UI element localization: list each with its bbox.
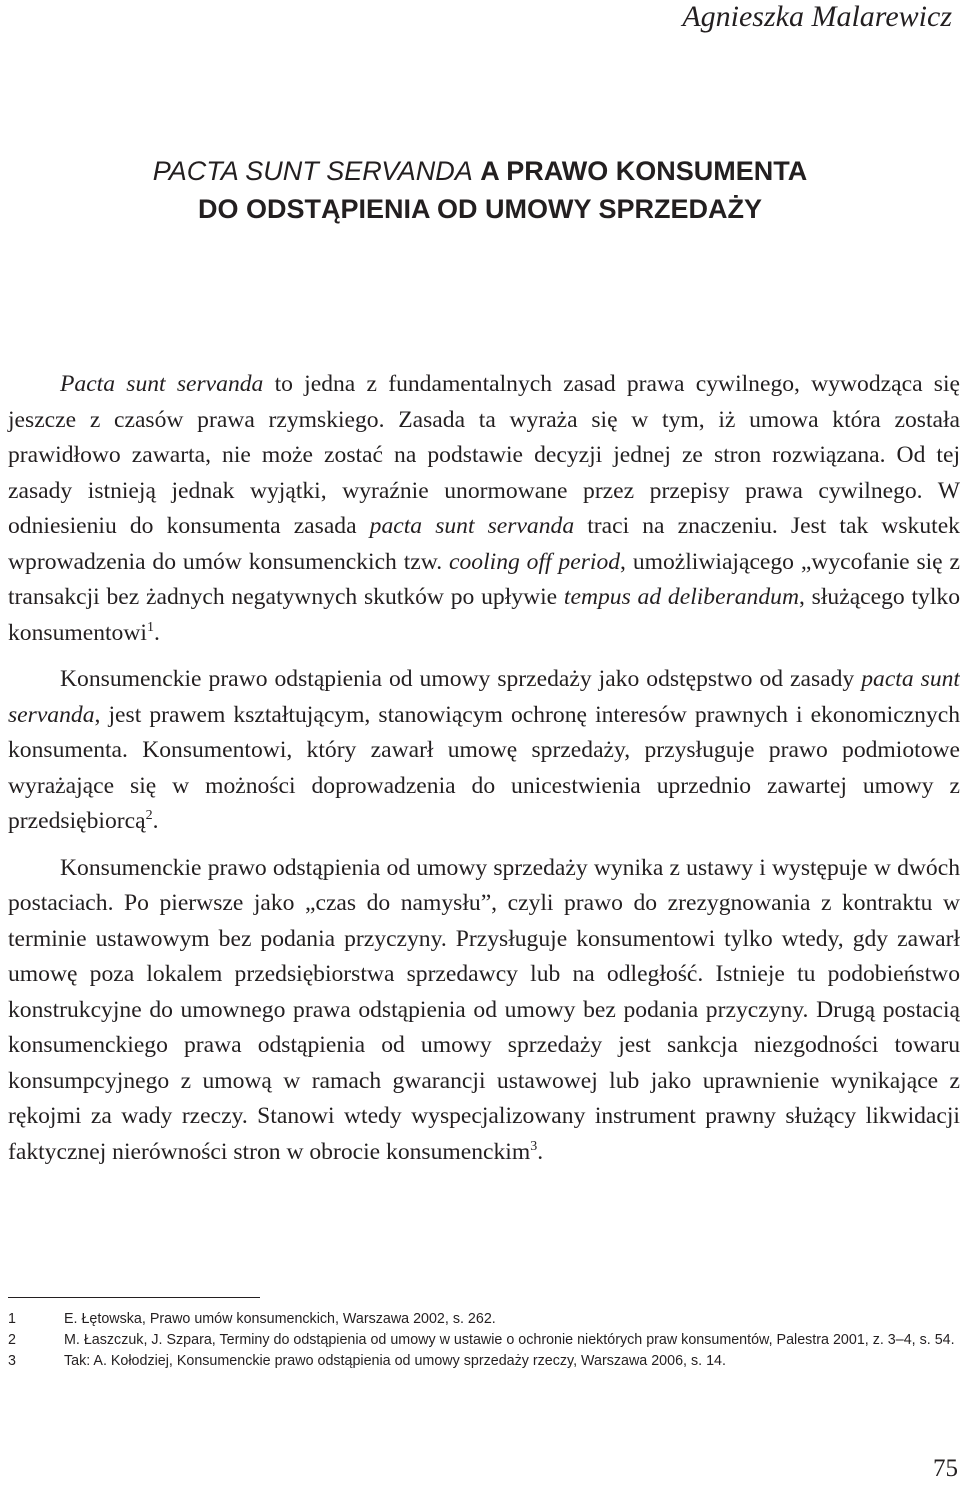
footnote-1 [8,1310,960,1329]
footnote-ref-1[interactable]: 1 [146,619,154,635]
footnote-2 [8,1331,960,1350]
title-line-1 [0,152,960,190]
footnote-text: Tak: A. Kołodziej, Konsumenckie prawo odstąpienia od umowy sprzedaży rzeczy, Warszawa 2006, s. 14. [64,1353,726,1369]
text-run: . [537,1138,544,1165]
footnotes [8,1310,960,1373]
paragraph-1 [8,367,960,651]
article-title [0,152,960,228]
paragraph-3 [8,851,960,1171]
paragraph-2 [8,662,960,840]
text-run: . [152,808,159,834]
latin-term: pacta sunt servanda [369,513,575,539]
footnote-number: 2 [8,1332,16,1348]
title-bold-part: A PRAWO KONSUMENTA [480,156,808,186]
footnote-number: 1 [8,1311,16,1327]
text-run: to jedna z fundamentalnych zasad prawa cywilnego, wywodząca się jeszcze z czasów prawa rzymskiego. Zasada ta wyraża się w tym, iż umowa która została prawidłowo zawarta, nie może zostać na podstawie decyzji jednej ze stron rozwiązana. Od tej zasady istnieją jednak wyjątki, wyraźnie unormowane przez przepisy prawa cywilnego. W odniesieniu do konsumenta zasada [8,371,960,539]
latin-term: tempus ad deliberandum [563,584,799,610]
footnote-number: 3 [8,1353,16,1369]
running-header-author: Agnieszka Malarewicz [682,0,952,33]
text-run: . [153,619,160,646]
text-run: traci na znaczeniu. Jest tak wskutek wprowadzenia do umów konsumenckich tzw. [8,513,960,575]
footnote-ref-3[interactable]: 3 [530,1138,538,1154]
footnote-separator [8,1297,260,1298]
text-run: , jest prawem kształtującym, stanowiącym ochronę interesów prawnych i ekonomicznych konsumenta. Konsumentowi, który zawarł umowę sprzedaży, przysługuje prawo podmiotowe wyrażające się w możności doprowadzenia do unicestwienia uprzednio zawartej umowy z przedsiębiorcą [8,701,960,834]
latin-term: pacta sunt servanda [8,666,960,728]
english-term: cooling off period [449,548,621,575]
footnote-text: E. Łętowska, Prawo umów konsumenckich, Warszawa 2002, s. 262. [64,1311,496,1327]
footnote-text: M. Łaszczuk, J. Szpara, Terminy do odstąpienia od umowy w ustawie o ochronie niektórych praw konsumentów, Palestra 2001, z. 3–4, s. 54. [64,1332,955,1348]
title-line-2: DO ODSTĄPIENIA OD UMOWY SPRZEDAŻY [197,194,763,224]
latin-term: Pacta sunt servanda [60,371,264,397]
footnote-3 [8,1352,960,1371]
title-italic-part: PACTA SUNT SERVANDA [152,156,473,186]
text-run: , służącego tylko konsumentowi [8,584,960,646]
text-run: Konsumenckie prawo odstąpienia od umowy sprzedaży jako odstępstwo od zasady [60,666,862,692]
footnote-ref-2[interactable]: 2 [145,808,153,823]
article-body [8,367,960,1170]
text-run: , umożliwiającego „wycofanie się z transakcji bez żadnych negatywnych skutków po upływie [8,548,960,610]
text-run: Konsumenckie prawo odstąpienia od umowy sprzedaży wynika z ustawy i występuje w dwóch postaciach. Po pierwsze jako „czas do namysłu”, czyli prawo do zrezygnowania z kontraktu w terminie ustawowym bez podania przyczyny. Przysługuje konsumentowi tylko wtedy, gdy zawarł umowę poza lokalem przedsiębiorstwa sprzedawcy lub na odległość. Istnieje tu podobieństwo konstrukcyjne do umownego prawa odstąpienia od umowy bez podania przyczyny. Drugą postacią konsumenckiego prawa odstąpienia od umowy sprzedaży jest sankcja niezgodności towaru konsumpcyjnego z umową w ramach gwarancji ustawowej lub jako uprawnienie wynikające z rękojmi za wady rzeczy. Stanowi wtedy wyspecjalizowany instrument prawny służący likwidacji faktycznej nierówności stron w obrocie konsumenckim [8,854,960,1165]
page-number: 75 [933,1455,958,1482]
